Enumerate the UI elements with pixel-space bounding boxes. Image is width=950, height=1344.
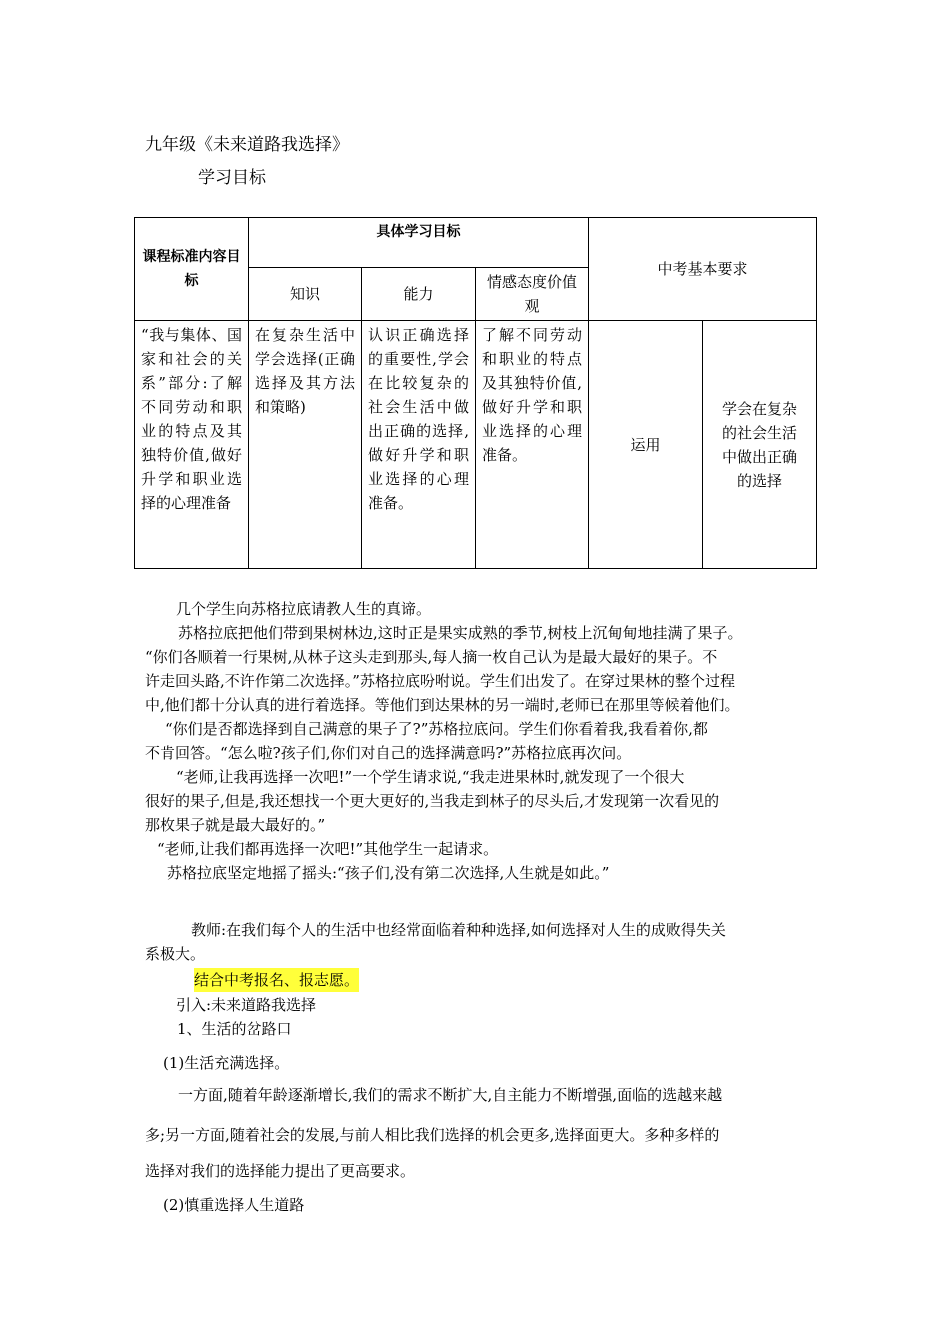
highlighted-note: 结合中考报名、报志愿。: [194, 968, 359, 992]
cell-standard: “我与集体、国家和社会的关系”部分:了解不同劳动和职业的特点及其独特价值,做好升学和职业选择的心理准备: [135, 321, 249, 569]
section-heading-1: 1、生活的岔路口: [177, 1020, 292, 1038]
body-line: 选择对我们的选择能力提出了更高要求。: [145, 1162, 416, 1180]
document-title: 九年级《未来道路我选择》: [145, 135, 349, 155]
cell-exam-level: 运用: [589, 321, 703, 569]
header-standard: 课程标准内容目标: [135, 218, 249, 321]
story-line: “你们是否都选择到自己满意的果子了?”苏格拉底问。学生们你看着我,我看着你,都: [165, 720, 708, 738]
section-subtitle: 学习目标: [198, 168, 266, 188]
cell-exam-detail: 学会在复杂的社会生活中做出正确的选择: [703, 321, 817, 569]
story-line: “老师,让我们都再选择一次吧!”其他学生一起请求。: [157, 840, 499, 858]
subheader-emotion: 情感态度价值观: [476, 268, 589, 321]
story-line: 中,他们都十分认真的进行着选择。等他们到达果林的另一端时,老师已在那里等候着他们。: [145, 696, 740, 714]
story-line: 苏格拉底把他们带到果树林边,这时正是果实成熟的季节,树枝上沉甸甸地挂满了果子。: [178, 624, 743, 642]
story-line: 很好的果子,但是,我还想找一个更大更好的,当我走到林子的尽头后,才发现第一次看见的: [145, 792, 720, 810]
story-paragraph-1: 几个学生向苏格拉底请教人生的真谛。: [176, 600, 432, 618]
subsection-heading-2: (2)慎重选择人生道路: [163, 1196, 305, 1214]
story-line: 不肯回答。“怎么啦?孩子们,你们对自己的选择满意吗?”苏格拉底再次问。: [145, 744, 632, 762]
subheader-knowledge: 知识: [249, 268, 362, 321]
teacher-line: 教师:在我们每个人的生活中也经常面临着种种选择,如何选择对人生的成败得失关: [191, 921, 726, 939]
intro-line: 引入:未来道路我选择: [176, 996, 317, 1014]
header-specific-goals: 具体学习目标: [249, 218, 589, 268]
teacher-line: 系极大。: [145, 945, 206, 963]
body-line: 多;另一方面,随着社会的发展,与前人相比我们选择的机会更多,选择面更大。多种多样的: [145, 1126, 720, 1144]
subheader-ability: 能力: [362, 268, 476, 321]
cell-knowledge: 在复杂生活中学会选择(正确选择及其方法和策略): [249, 321, 362, 569]
story-line: 苏格拉底坚定地摇了摇头:“孩子们,没有第二次选择,人生就是如此。”: [167, 864, 610, 882]
subsection-heading-1: (1)生活充满选择。: [163, 1054, 290, 1072]
story-line: “老师,让我再选择一次吧!”一个学生请求说,“我走进果林时,就发现了一个很大: [176, 768, 685, 786]
header-exam-requirements: 中考基本要求: [589, 218, 817, 321]
cell-ability: 认识正确选择的重要性,学会在比较复杂的社会生活中做出正确的选择,做好升学和职业选择的心理准备。: [362, 321, 476, 569]
story-line: 那枚果子就是最大最好的。”: [145, 816, 326, 834]
learning-goals-table: [134, 217, 817, 569]
cell-emotion: 了解不同劳动和职业的特点及其独特价值,做好升学和职业选择的心理准备。: [476, 321, 589, 569]
body-line: 一方面,随着年龄逐渐增长,我们的需求不断扩大,自主能力不断增强,面临的选越来越: [178, 1086, 723, 1104]
story-line: “你们各顺着一行果树,从林子这头走到那头,每人摘一枚自己认为是最大最好的果子。不: [145, 648, 718, 666]
story-line: 许走回头路,不许作第二次选择。”苏格拉底吩咐说。学生们出发了。在穿过果林的整个过程: [145, 672, 735, 690]
